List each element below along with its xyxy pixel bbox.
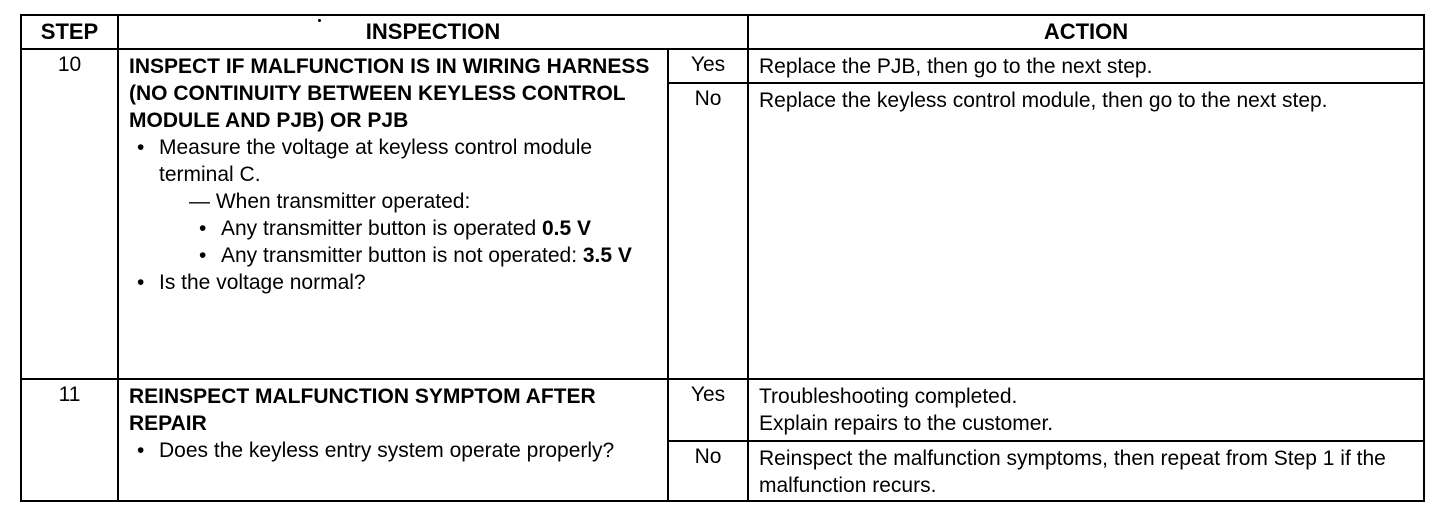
header-action: ACTION — [748, 15, 1424, 49]
inspection-cell — [118, 379, 668, 501]
list-item — [129, 242, 657, 269]
step-number: 10 — [21, 49, 118, 379]
list-item: — When transmitter operated: — [189, 190, 471, 213]
inspection-title: INSPECT IF MALFUNCTION IS IN WIRING HARNESS (NO CONTINUITY BETWEEN KEYLESS CONTROL MODULE AND PJB) OR PJB — [129, 55, 650, 132]
yes-label: Yes — [668, 379, 748, 441]
condition-text: Any transmitter button is operated — [221, 217, 542, 240]
table-row — [21, 379, 1424, 441]
no-label: No — [668, 441, 748, 501]
inspection-cell — [118, 49, 668, 379]
inspection-list — [129, 437, 657, 464]
yes-action: Replace the PJB, then go to the next step. — [748, 49, 1424, 83]
list-item: • Is the voltage normal? — [129, 269, 657, 296]
action-line: Explain repairs to the customer. — [759, 412, 1054, 435]
list-item: • Does the keyless entry system operate properly? — [129, 437, 657, 464]
yes-action — [748, 379, 1424, 441]
voltage-value: 0.5 V — [542, 217, 592, 240]
no-action: Reinspect the malfunction symptoms, then repeat from Step 1 if the malfunction recurs. — [748, 441, 1424, 501]
table-row — [21, 49, 1424, 83]
step-number: 11 — [21, 379, 118, 501]
header-inspection: INSPECTION — [118, 15, 748, 49]
condition-text: Any transmitter button is not operated: — [221, 244, 583, 267]
inspection-list — [129, 134, 657, 296]
action-line: Troubleshooting completed. — [759, 385, 1018, 408]
header-step: STEP — [21, 15, 118, 49]
header-row — [21, 15, 1424, 49]
no-action: Replace the keyless control module, then go to the next step. — [748, 83, 1424, 379]
voltage-value: 3.5 V — [582, 244, 632, 267]
list-item: • Measure the voltage at keyless control module terminal C. — [129, 134, 657, 188]
yes-label: Yes — [668, 49, 748, 83]
no-label: No — [668, 83, 748, 379]
troubleshooting-table — [20, 14, 1425, 502]
list-item — [129, 215, 657, 242]
inspection-title: REINSPECT MALFUNCTION SYMPTOM AFTER REPAIR — [129, 385, 596, 435]
